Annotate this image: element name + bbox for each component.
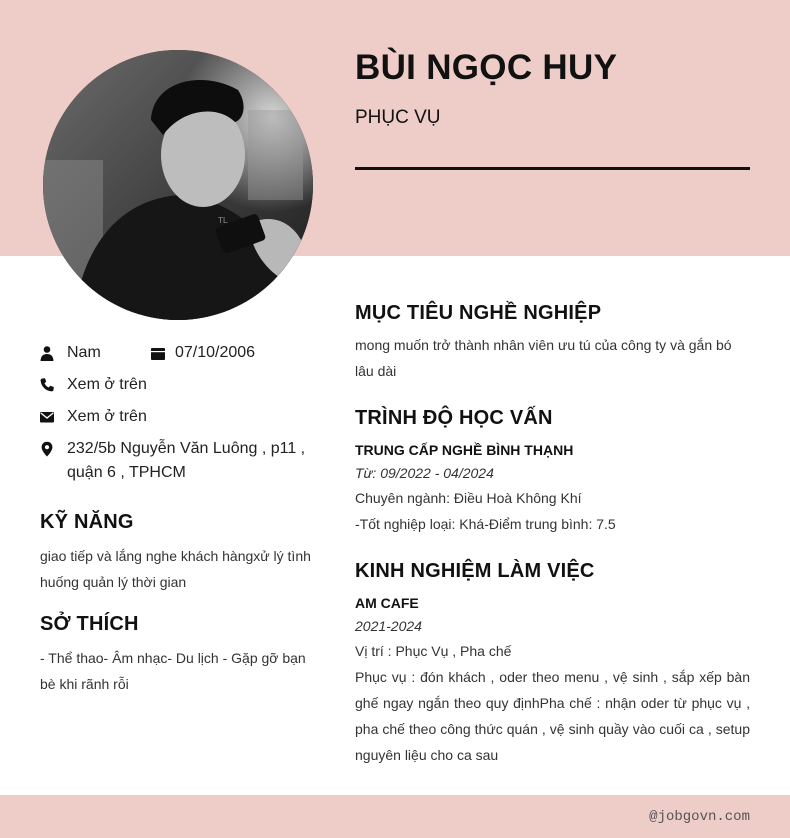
header-divider xyxy=(355,167,750,170)
hobbies-heading: SỞ THÍCH xyxy=(40,613,139,635)
education-heading: TRÌNH ĐỘ HỌC VẤN xyxy=(355,407,553,429)
education-grade: -Tốt nghiệp loại: Khá-Điểm trung bình: 7.5 xyxy=(355,516,616,532)
profile-photo xyxy=(43,50,313,320)
email-value: Xem ở trên xyxy=(67,408,147,425)
candidate-job-title: PHỤC VỤ xyxy=(355,107,441,128)
education-major: Chuyên ngành: Điều Hoà Không Khí xyxy=(355,490,582,506)
hobbies-text: - Thể thao- Âm nhạc- Du lịch - Gặp gỡ bạn bè khi rãnh rỗi xyxy=(40,650,306,692)
footer-brand: @jobgovn.com xyxy=(649,809,750,825)
address-value: 232/5b Nguyễn Văn Luông , p11 , quận 6 , TPHCM xyxy=(67,440,306,481)
experience-company: AM CAFE xyxy=(355,595,419,611)
experience-position: Vị trí : Phục Vụ , Pha chế xyxy=(355,643,512,659)
birthdate-value: 07/10/2006 xyxy=(175,344,256,361)
objective-text: mong muốn trở thành nhân viên ưu tú của công ty và gắn bó lâu dài xyxy=(355,337,732,379)
skills-heading: KỸ NĂNG xyxy=(40,511,134,533)
education-period: Từ: 09/2022 - 04/2024 xyxy=(355,465,494,481)
experience-description: Phục vụ : đón khách , oder theo menu , vệ sinh , sắp xếp bàn ghế ngay ngắn theo quy địnhPha chế : nhận oder từ phục vụ , pha chế theo công thức quán , vệ sinh quầy vào cuối ca , setup nguyên liệu cho ca sau xyxy=(355,669,750,763)
experience-period: 2021-2024 xyxy=(355,618,422,634)
skills-text: giao tiếp và lắng nghe khách hàngxử lý tình huống quản lý thời gian xyxy=(40,548,311,590)
svg-text:TL: TL xyxy=(218,216,228,225)
calendar-icon xyxy=(150,346,166,362)
mail-icon xyxy=(39,409,55,425)
education-school: TRUNG CẤP NGHỀ BÌNH THẠNH xyxy=(355,442,574,458)
gender-value: Nam xyxy=(67,344,101,361)
location-pin-icon xyxy=(39,441,55,457)
person-icon xyxy=(39,345,55,361)
candidate-name: BÙI NGỌC HUY xyxy=(355,48,618,87)
phone-value: Xem ở trên xyxy=(67,376,147,393)
objective-heading: MỤC TIÊU NGHỀ NGHIỆP xyxy=(355,302,602,324)
profile-photo-illustration xyxy=(43,50,313,320)
phone-icon xyxy=(39,377,55,393)
experience-heading: KINH NGHIỆM LÀM VIỆC xyxy=(355,560,595,582)
